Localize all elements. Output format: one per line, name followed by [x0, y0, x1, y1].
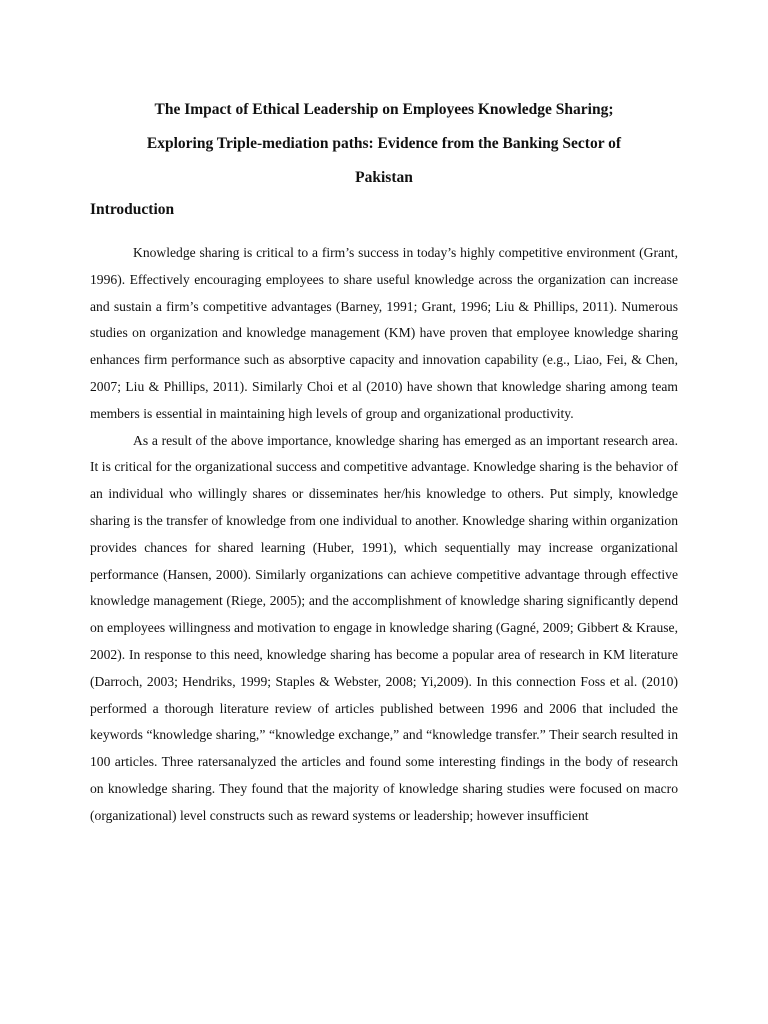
body-text [90, 240, 678, 830]
title-line-2: Exploring Triple-mediation paths: Evidence from the Banking Sector of [146, 135, 622, 152]
document-title [90, 93, 678, 195]
document-page [90, 93, 678, 823]
section-heading-introduction: Introduction [90, 201, 175, 218]
paragraph-1: Knowledge sharing is critical to a firm’s success in today’s highly competitive environment (Grant, 1996). Effectively encouraging employees to share useful knowledge across the organization can increase and sustain a firm’s competitive advantages (Barney, 1991; Grant, 1996; Liu & Phillips, 2011). Numerous studies on organization and knowledge management (KM) have proven that employee knowledge sharing enhances firm performance such as absorptive capacity and innovation capability (e.g., Liao, Fei, & Chen, 2007; Liu & Phillips, 2011). Similarly Choi et al (2010) have shown that knowledge sharing among team members is essential in maintaining high levels of group and organizational productivity. [90, 245, 678, 421]
paragraph-2: As a result of the above importance, knowledge sharing has emerged as an important research area. It is critical for the organizational success and competitive advantage. Knowledge sharing is the behavior of an individual who willingly shares or disseminates her/his knowledge to others. Put simply, knowledge sharing is the transfer of knowledge from one individual to another. Knowledge sharing within organization provides chances for shared learning (Huber, 1991), which sequentially may increase organizational performance (Hansen, 2000). Similarly organizations can achieve competitive advantage through effective knowledge management (Riege, 2005); and the accomplishment of knowledge sharing significantly depend on employees willingness and motivation to engage in knowledge sharing (Gagné, 2009; Gibbert & Krause, 2002). In response to this need, knowledge sharing has become a popular area of research in KM literature (Darroch, 2003; Hendriks, 1999; Staples & Webster, 2008; Yi,2009). In this connection Foss et al. (2010) performed a thorough literature review of articles published between 1996 and 2006 that included the keywords “knowledge sharing,” “knowledge exchange,” and “knowledge transfer.” Their search resulted in 100 articles. Three ratersanalyzed the articles and found some interesting findings in the body of research on knowledge sharing. They found that the majority of knowledge sharing studies were focused on macro (organizational) level constructs such as reward systems or leadership; however insufficient [90, 432, 678, 823]
title-line-3: Pakistan [355, 169, 413, 186]
title-line-1: The Impact of Ethical Leadership on Employees Knowledge Sharing; [154, 101, 614, 118]
